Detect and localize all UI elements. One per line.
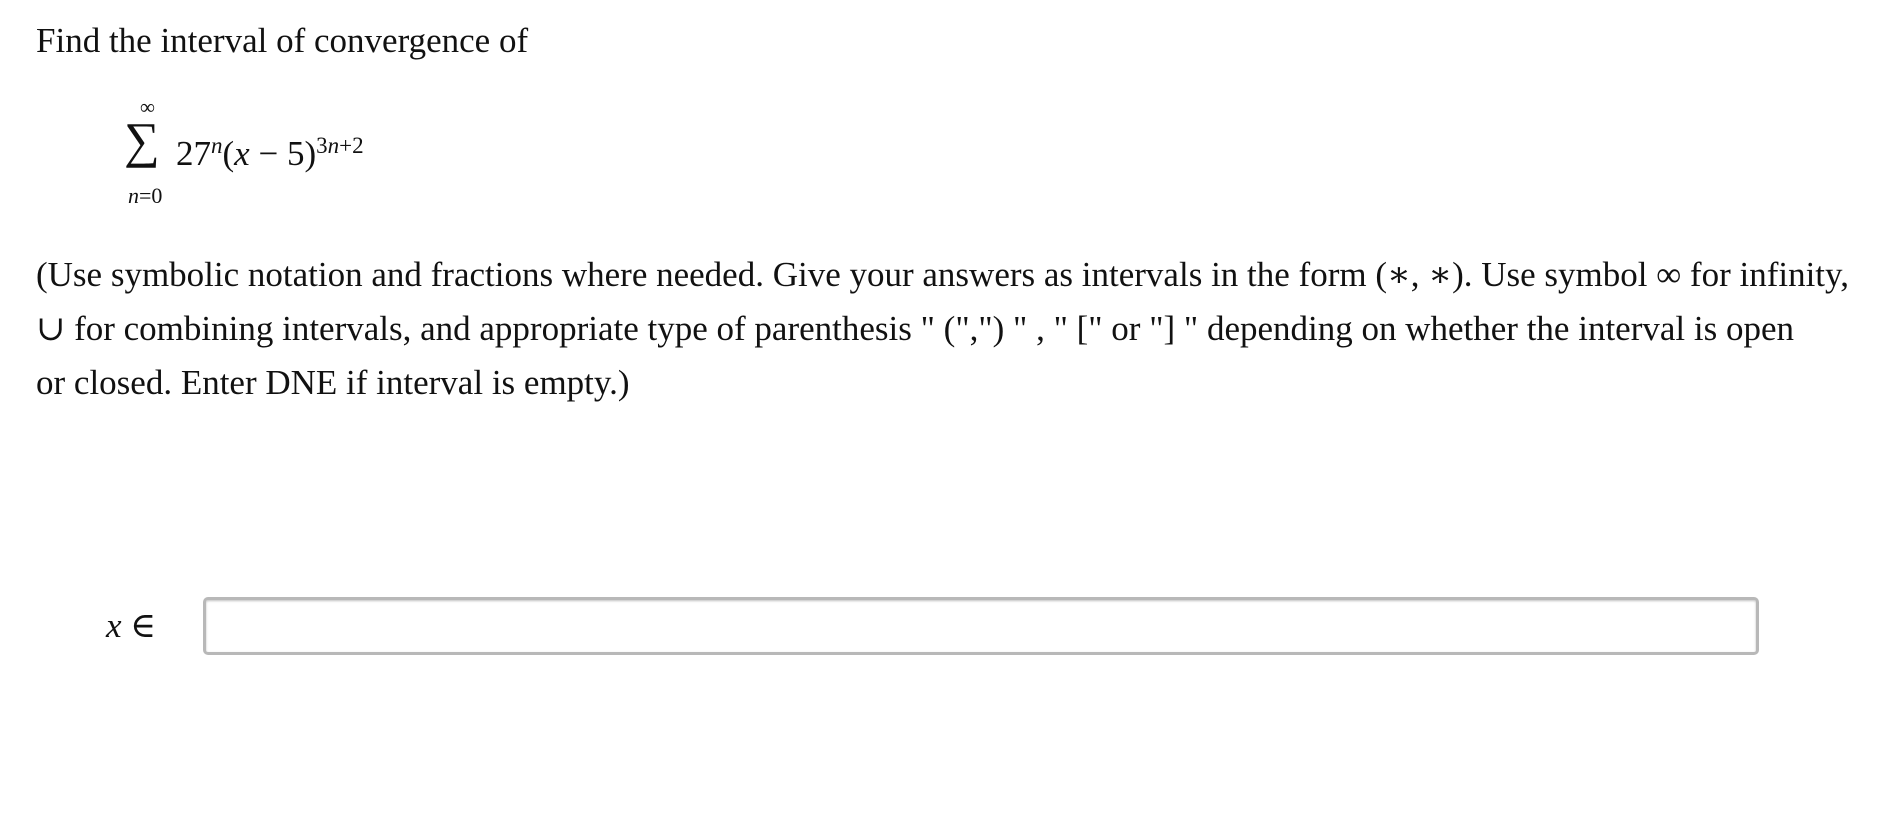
instructions-line-2: ∪ for combining intervals, and appropriate type of parenthesis " (",") " , " [" or "] " depending on whether the interval is open: [36, 309, 1794, 348]
answer-label: x ∈: [106, 606, 157, 645]
instructions-line-3: or closed. Enter DNE if interval is empty.): [36, 363, 630, 402]
instructions-line-1: (Use symbolic notation and fractions where needed. Give your answers as intervals in the form (∗, ∗). Use symbol ∞ for infinity,: [36, 255, 1850, 294]
summation-symbol: ∑: [124, 112, 160, 168]
term-base: 27: [176, 134, 211, 173]
summation: [124, 96, 176, 216]
series-term: [176, 132, 364, 176]
summation-index: n: [128, 183, 139, 208]
term-factor-exponent: 3n+2: [316, 133, 364, 158]
series-expression: [124, 96, 424, 216]
answer-input[interactable]: [203, 597, 1759, 655]
term-factor: (x − 5): [222, 134, 317, 173]
question-prompt: Find the interval of convergence of: [36, 21, 529, 60]
term-base-exponent: n: [211, 133, 223, 158]
summation-upper-limit: ∞: [140, 95, 155, 119]
summation-lower-limit: n=0: [128, 183, 163, 208]
answer-instructions: [36, 248, 1886, 410]
